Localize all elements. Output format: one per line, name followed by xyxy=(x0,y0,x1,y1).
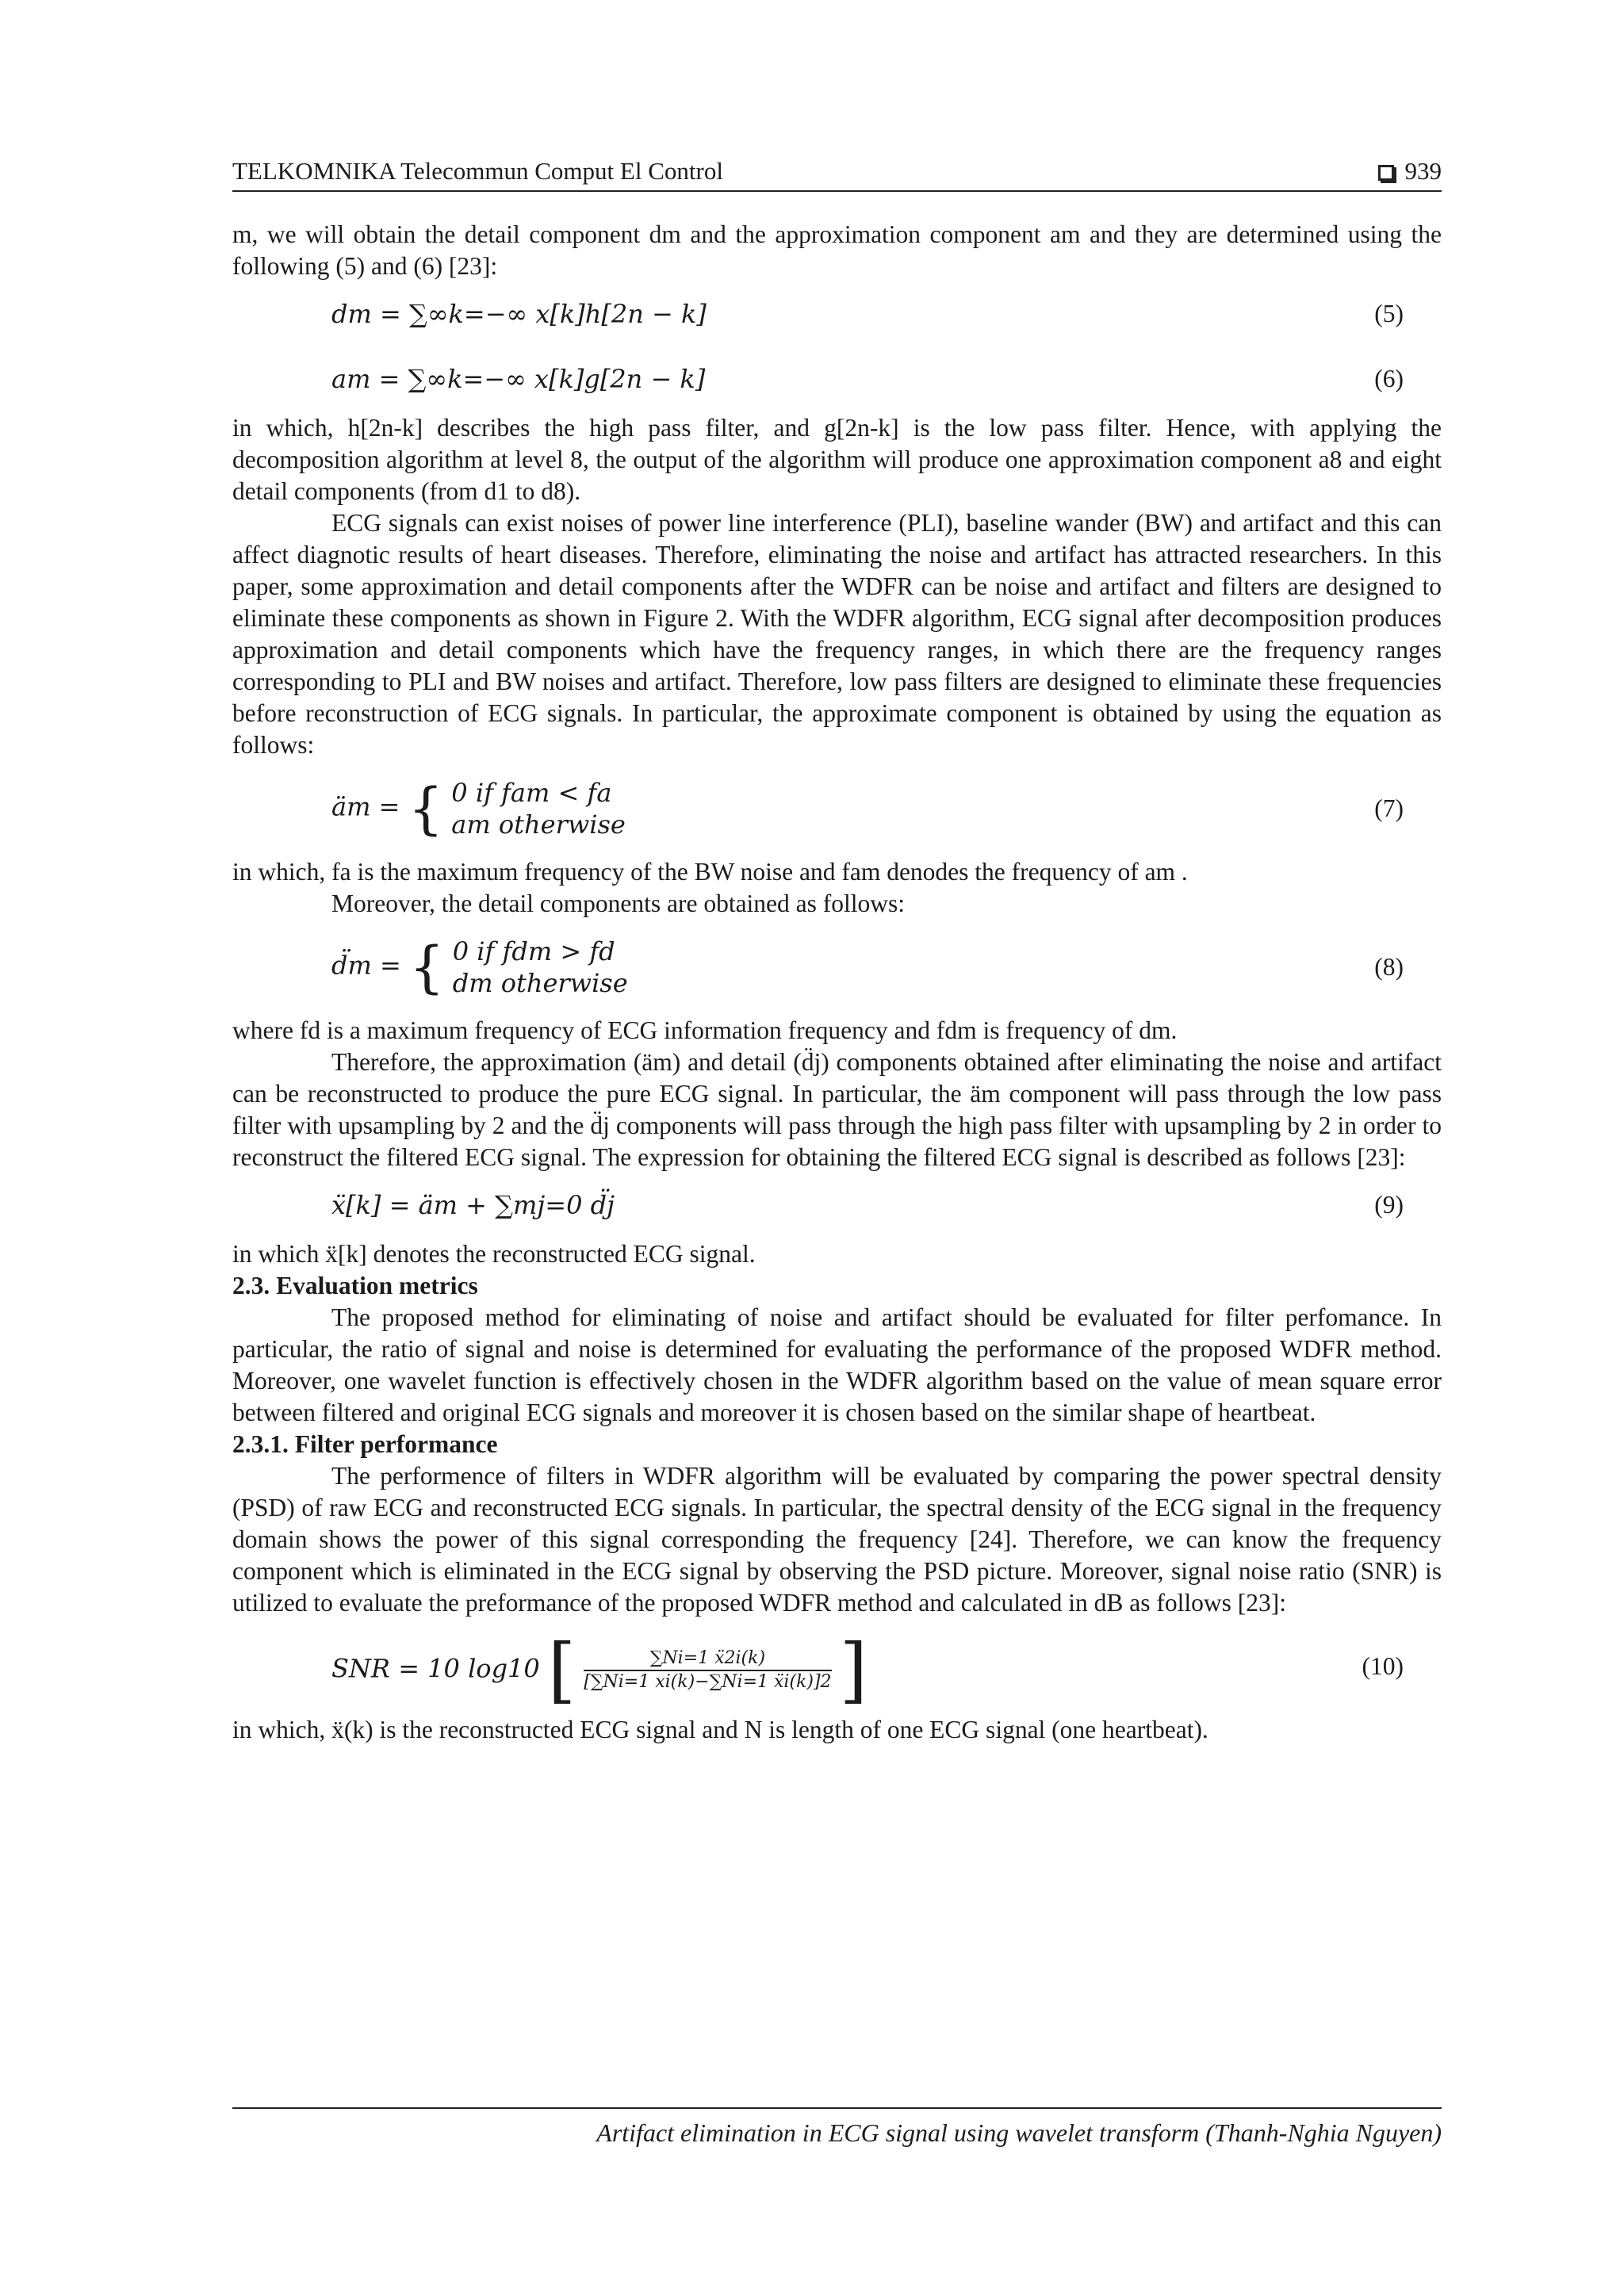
paragraph-11: in which, ẍ(k) is the reconstructed ECG signal and N is length of one ECG signal (one heartbeat). xyxy=(232,1716,1208,1743)
equation-7-cases xyxy=(451,777,626,840)
paragraph-2: in which, h[2n-k] describes the high pass filter, and g[2n-k] is the low pass filter. Hence, with applying the decomposition algorithm at level 8, the output of the algorithm will produce one approximation component a8 and eight detail components (from d1 to d8). xyxy=(232,414,1442,505)
section-heading-2-3-1: 2.3.1. Filter performance xyxy=(232,1430,498,1458)
fraction-bar xyxy=(584,1670,831,1671)
right-bracket-glyph: ] xyxy=(839,1628,868,1712)
equation-7-expression xyxy=(331,777,626,840)
running-footer: Artifact elimination in ECG signal using wavelet transform (Thanh-Nghia Nguyen) xyxy=(232,2107,1442,2148)
paragraph-10: The performence of filters in WDFR algorithm will be evaluated by comparing the power spectral density (PSD) of raw ECG and reconstructed ECG signals. In particular, the spectral density of the ECG signal in the frequency domain shows the power of this signal corresponding the frequency [24]. Therefore, we can know the frequency component which is eliminated in the ECG signal by observing the PSD picture. Moreover, signal noise ratio (SNR) is utilized to evaluate the preformance of the proposed WDFR method and calculated in dB as follows [23]: xyxy=(232,1462,1442,1617)
paragraph-3: ECG signals can exist noises of power line interference (PLI), baseline wander (BW) and artifact and this can affect diagnotic results of heart diseases. Therefore, eliminating the noise and artifact has attracted researchers. In this paper, some approximation and detail components after the WDFR can be noise and artifact and filters are designed to eliminate these components as shown in Figure 2. With the WDFR algorithm, ECG signal after decomposition produces approximation and detail components which have the frequency ranges, in which there are the frequency ranges corresponding to PLI and BW noises and artifact. Therefore, low pass filters are designed to eliminate these frequencies before reconstruction of ECG signals. In particular, the approximate component is obtained by using the equation as follows: xyxy=(232,509,1442,759)
journal-name: TELKOMNIKA Telecommun Comput El Control xyxy=(232,157,723,185)
equation-6-expression: am = ∑∞k=−∞ x[k]g[2n − k] xyxy=(331,364,706,394)
equation-10-expression xyxy=(331,1628,868,1712)
equation-7-lhs: äm = xyxy=(331,791,400,822)
equation-8-case-1: 0 if fdm > fd xyxy=(452,936,615,966)
equation-10-denominator: [∑Ni=1 xi(k)−∑Ni=1 ẍi(k)]2 xyxy=(584,1672,832,1692)
equation-7-case-1: 0 if fam < fa xyxy=(451,778,612,808)
equation-5-expression: dm = ∑∞k=−∞ x[k]h[2n − k] xyxy=(331,299,707,329)
equation-5-number: (5) xyxy=(1374,300,1404,327)
equation-8 xyxy=(232,920,1442,1015)
paragraph-9: The proposed method for eliminating of noise and artifact should be evaluated for filter perfomance. In particular, the ratio of signal and noise is determined for evaluating the performance of the proposed WDFR method. Moreover, one wavelet function is effectively chosen in the WDFR algorithm based on the value of mean square error between filtered and original ECG signals and moreover it is chosen based on the similar shape of heartbeat. xyxy=(232,1303,1442,1426)
equation-8-case-2: dm otherwise xyxy=(452,968,628,998)
paragraph-8: in which ẍ[k] denotes the reconstructed ECG signal. xyxy=(232,1240,756,1268)
page-number-block xyxy=(1378,155,1442,187)
left-brace-glyph: { xyxy=(408,776,444,841)
checkbox-square-icon xyxy=(1378,165,1394,181)
equation-10-lhs: SNR = 10 log10 xyxy=(331,1653,540,1684)
equation-10-number: (10) xyxy=(1362,1652,1404,1680)
equation-6 xyxy=(232,347,1442,412)
equation-7-case-2: am otherwise xyxy=(451,809,626,840)
equation-8-expression xyxy=(331,936,628,999)
equation-9 xyxy=(232,1173,1442,1238)
page-number: 939 xyxy=(1404,157,1442,185)
equation-9-expression: ẍ[k] = äm + ∑mj=0 d̈j xyxy=(331,1190,615,1220)
left-bracket-glyph: [ xyxy=(547,1628,576,1712)
page-body xyxy=(232,219,1442,1746)
equation-8-cases xyxy=(453,936,628,999)
equation-5 xyxy=(232,282,1442,347)
equation-9-number: (9) xyxy=(1374,1191,1404,1219)
equation-10-numerator: ∑Ni=1 ẍ2i(k) xyxy=(649,1648,766,1668)
equation-8-number: (8) xyxy=(1374,953,1404,981)
equation-6-number: (6) xyxy=(1374,365,1404,392)
paragraph-1: m, we will obtain the detail component dm and the approximation component am and they are determined using the following (5) and (6) [23]: xyxy=(232,220,1442,280)
equation-7 xyxy=(232,761,1442,856)
equation-7-number: (7) xyxy=(1374,794,1404,822)
equation-8-lhs: d̈m = xyxy=(331,950,401,981)
paragraph-6: where fd is a maximum frequency of ECG information frequency and fdm is frequency of dm. xyxy=(232,1016,1178,1044)
paragraph-4: in which, fa is the maximum frequency of the BW noise and fam denodes the frequency of am . xyxy=(232,858,1188,886)
equation-10-fraction xyxy=(584,1647,831,1693)
paragraph-7: Therefore, the approximation (äm) and detail (d̈j) components obtained after eliminating the noise and artifact can be reconstructed to produce the pure ECG signal. In particular, the äm component will pass through the low pass filter with upsampling by 2 and the d̈j components will pass through the high pass filter with upsampling by 2 in order to reconstruct the filtered ECG signal. The expression for obtaining the filtered ECG signal is described as follows [23]: xyxy=(232,1048,1442,1171)
section-heading-2-3: 2.3. Evaluation metrics xyxy=(232,1272,478,1299)
running-header xyxy=(232,155,1442,192)
paragraph-5: Moreover, the detail components are obtained as follows: xyxy=(331,890,906,917)
equation-10 xyxy=(232,1619,1442,1714)
left-brace-glyph: { xyxy=(408,935,445,1000)
